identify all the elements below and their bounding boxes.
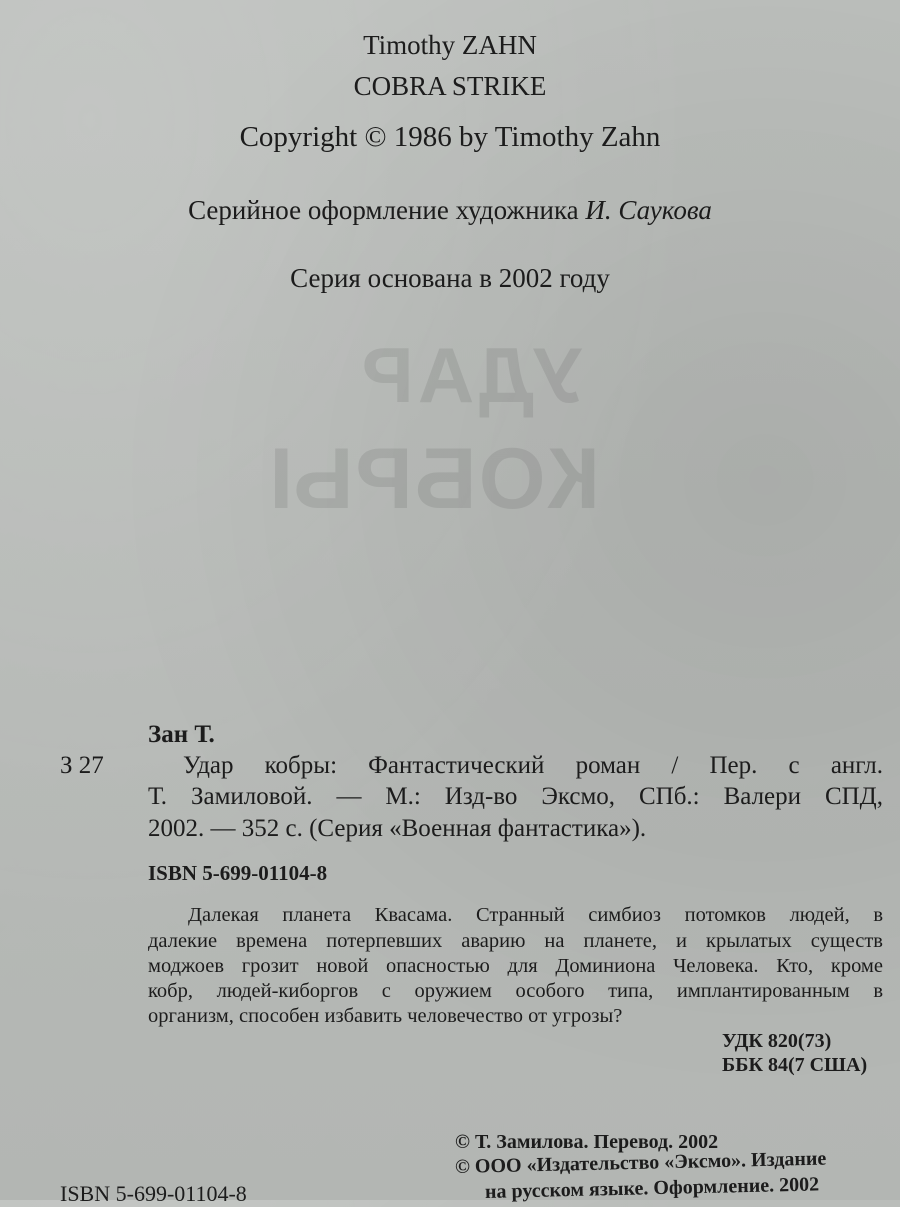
author-english: Timothy ZAHN	[363, 30, 537, 60]
udk-code: УДК 820(73)	[722, 1030, 832, 1052]
bbk-code: ББК 84(7 США)	[722, 1054, 868, 1076]
biblio-line-2: Т. Замиловой. — М.: Изд-во Эксмо, СПб.: Валери СПД,	[148, 783, 883, 810]
translation-copyright: © Т. Замилова. Перевод. 2002	[455, 1131, 719, 1153]
annotation-line-3: моджоев грозит новой опасностью для Доминиона Человека. Кто, кроме	[148, 955, 883, 977]
series-design-credit	[0, 195, 900, 226]
copyright-english: Copyright © 1986 by Timothy Zahn	[239, 121, 661, 153]
show-through-title: УДАР	[357, 331, 583, 419]
show-through-subtitle: КОБРЫ	[267, 431, 600, 527]
biblio-code: З 27	[60, 752, 104, 779]
biblio-author: Зан Т.	[148, 721, 215, 748]
annotation-line-2: далекие времена потерпевших аварию на планете, и крылатых существ	[148, 930, 883, 952]
title-english: COBRA STRIKE	[353, 71, 547, 101]
series-design-artist: И. Саукова	[585, 195, 712, 225]
annotation-line-5: организм, способен избавить человечество от угрозы?	[148, 1005, 623, 1027]
biblio-line-3: 2002. — 352 с. (Серия «Военная фантастика»).	[148, 815, 647, 842]
publisher-copyright-line-1: © ООО «Издательство «Эксмо». Издание	[454, 1147, 827, 1178]
annotation-line-1: Далекая планета Квасама. Странный симбиоз потомков людей, в	[188, 904, 883, 926]
biblio-isbn: ISBN 5-699-01104-8	[148, 861, 328, 885]
biblio-line-1: Удар кобры: Фантастический роман / Пер. с англ.	[183, 752, 883, 779]
series-founded: Серия основана в 2002 году	[290, 263, 610, 293]
footer-isbn: ISBN 5-699-01104-8	[60, 1181, 247, 1206]
series-design-prefix: Серийное оформление художника	[188, 195, 586, 225]
annotation-line-4: кобр, людей-киборгов с оружием особого типа, имплантированным в	[148, 980, 883, 1002]
publisher-copyright-line-2: на русском языке. Оформление. 2002	[484, 1173, 820, 1203]
